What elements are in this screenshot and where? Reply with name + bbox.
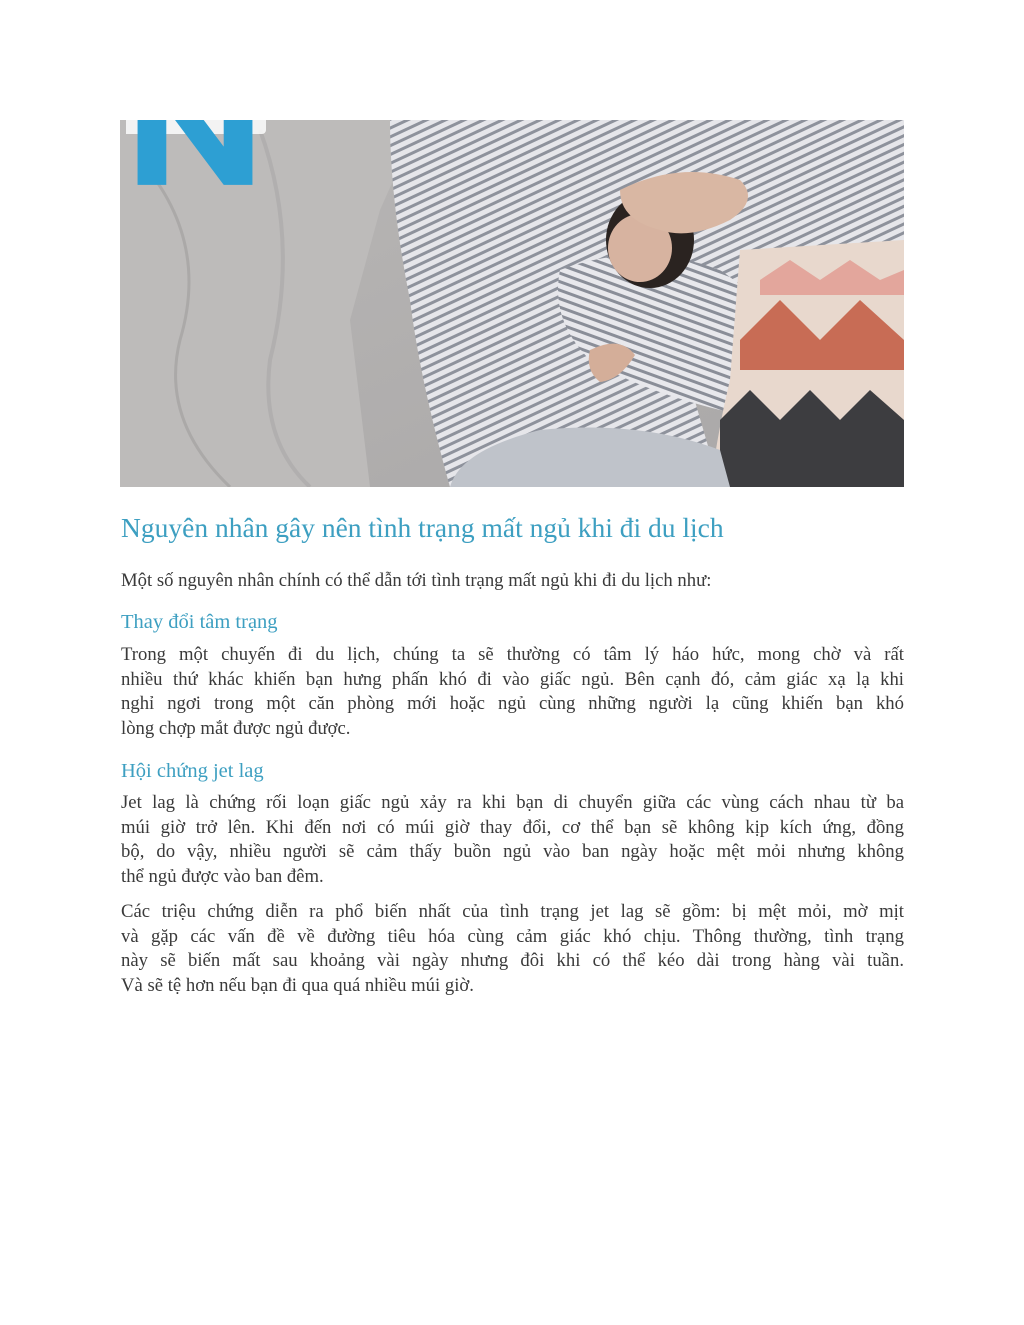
paragraph-line: Các triệu chứng diễn ra phổ biến nhất của tình trạng jet lag sẽ gồm: bị mệt mỏi, mờ mịt bbox=[121, 901, 904, 922]
paragraph-line: này sẽ biến mất sau khoảng vài ngày nhưng đôi khi có thể kéo dài trong hàng vài tuần. bbox=[121, 950, 904, 972]
section-heading-mood-change: Thay đổi tâm trạng bbox=[121, 611, 278, 633]
section-jet-lag-paragraph-2 bbox=[121, 900, 904, 998]
section-mood-change-paragraph bbox=[121, 643, 904, 741]
paragraph-line: bộ, do vậy, nhiều người sẽ cảm thấy buồn ngủ vào ban ngày hoặc mệt mỏi nhưng không bbox=[121, 841, 904, 863]
article-photo bbox=[120, 120, 904, 487]
section-jet-lag-paragraph-1 bbox=[121, 791, 904, 889]
section-heading-jet-lag: Hội chứng jet lag bbox=[121, 760, 264, 782]
paragraph-line: múi giờ trở lên. Khi đến nơi có múi giờ thay đổi, cơ thể bạn sẽ không kịp kích ứng, đồng bbox=[121, 816, 904, 838]
paragraph-line: Và sẽ tệ hơn nếu bạn đi qua quá nhiều múi giờ. bbox=[121, 974, 474, 996]
site-logo bbox=[126, 120, 266, 134]
paragraph-line: Trong một chuyến đi du lịch, chúng ta sẽ thường có tâm lý háo hức, mong chờ và rất bbox=[121, 644, 904, 665]
paragraph-line: lòng chợp mắt được ngủ được. bbox=[121, 717, 351, 739]
paragraph-line: nhiều thứ khác khiến bạn hưng phấn khó đi vào giấc ngủ. Bên cạnh đó, cảm giác xạ lạ khi bbox=[121, 668, 904, 690]
paragraph-line: Jet lag là chứng rối loạn giấc ngủ xảy ra khi bạn di chuyển giữa các vùng cách nhau từ ba bbox=[121, 792, 904, 813]
paragraph-line: nghỉ ngơi trong một căn phòng mới hoặc ngủ cùng những người lạ cũng khiến bạn khó bbox=[121, 693, 904, 715]
paragraph-line: và gặp các vấn đề về đường tiêu hóa cùng cảm giác khó chịu. Thông thường, tình trạng bbox=[121, 925, 904, 947]
article-intro: Một số nguyên nhân chính có thể dẫn tới tình trạng mất ngủ khi đi du lịch như: bbox=[121, 570, 712, 591]
paragraph-line: thể ngủ được vào ban đêm. bbox=[121, 865, 324, 887]
logo-n-icon bbox=[128, 120, 262, 311]
article-title: Nguyên nhân gây nên tình trạng mất ngủ khi đi du lịch bbox=[121, 512, 724, 543]
